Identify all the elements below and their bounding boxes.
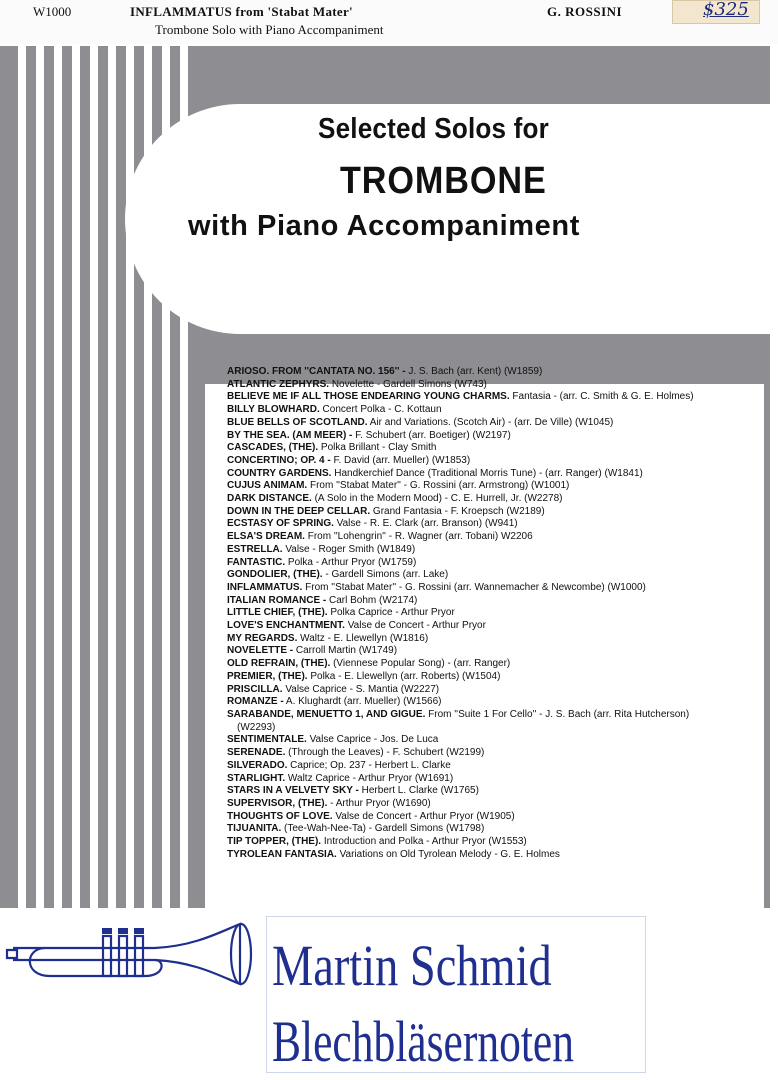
solo-title: NOVELETTE - (227, 645, 294, 657)
solo-list-item (227, 480, 697, 493)
solo-details: Valse - Roger Smith (W1849) (282, 543, 416, 555)
solo-list-item (227, 366, 697, 379)
solo-list-item (227, 544, 697, 557)
solo-title: ROMANZE - (227, 696, 284, 708)
header-subtitle: Trombone Solo with Piano Accompaniment (155, 22, 384, 37)
solo-title: ELSA'S DREAM. (227, 531, 305, 543)
composer: G. ROSSINI (547, 4, 623, 19)
cover-stripe (72, 46, 80, 908)
solo-title: BELIEVE ME IF ALL THOSE ENDEARING YOUNG CHARMS. (227, 391, 510, 403)
solo-details: Valse de Concert - Arthur Pryor (W1905) (332, 810, 515, 822)
solo-title: SILVERADO. (227, 759, 288, 771)
solo-details: From ''Stabat Mater'' - G. Rossini (arr. Wannemacher & Newcombe) (W1000) (302, 581, 646, 593)
solo-details: Valse - R. E. Clark (arr. Branson) (W941) (333, 518, 518, 530)
trumpet-icon (5, 918, 267, 990)
solo-title: OLD REFRAIN, (THE). (227, 658, 331, 670)
solo-list-item (227, 506, 697, 519)
solo-details: (Tee-Wah-Nee-Ta) - Gardell Simons (W1798) (281, 823, 485, 835)
solo-list-item (227, 595, 697, 608)
solo-title: ARIOSO. FROM ''CANTATA NO. 156'' - (227, 366, 406, 377)
solo-title: STARLIGHT. (227, 772, 286, 784)
solo-details: Herbert L. Clarke (W1765) (358, 785, 479, 797)
solo-details: Valse Caprice - Jos. De Luca (306, 734, 439, 746)
solo-title: BLUE BELLS OF SCOTLAND. (227, 416, 368, 428)
solo-title: SERENADE. (227, 747, 286, 759)
solo-title: INFLAMMATUS. (227, 581, 303, 593)
cover-stripe (54, 46, 62, 908)
solo-title: TIJUANITA. (227, 823, 282, 835)
solo-title: BILLY BLOWHARD. (227, 404, 320, 416)
solo-details: Carroll Martin (W1749) (293, 645, 398, 657)
cover-stripe (90, 46, 98, 908)
solo-details: (A Solo in the Modern Mood) - C. E. Hurrell, Jr. (W2278) (311, 493, 563, 505)
solo-details: Carl Bohm (W2174) (326, 594, 418, 606)
solo-title: ATLANTIC ZEPHYRS. (227, 378, 330, 390)
cover-stripe (36, 46, 44, 908)
solo-list-item (227, 823, 697, 836)
solo-list-item (227, 773, 697, 786)
solo-list-item (227, 442, 697, 455)
solo-title: FANTASTIC. (227, 556, 286, 568)
solo-list-item (227, 785, 697, 798)
solo-details: From ''Suite 1 For Cello'' - J. S. Bach (arr. Rita Hutcherson) (W2293) (237, 708, 690, 733)
solo-title: CASCADES, (THE). (227, 442, 319, 454)
solo-details: Introduction and Polka - Arthur Pryor (W1553) (321, 836, 527, 848)
solo-title: BY THE SEA. (AM MEER) - (227, 429, 353, 441)
solo-list-item (227, 493, 697, 506)
solo-details: (Viennese Popular Song) - (arr. Ranger) (330, 658, 511, 670)
solo-details: Air and Variations. (Scotch Air) - (arr. De Ville) (W1045) (367, 416, 614, 428)
solo-title: THOUGHTS OF LOVE. (227, 810, 333, 822)
solo-list-item (227, 747, 697, 760)
solo-details: Valse Caprice - S. Mantia (W2227) (282, 683, 440, 695)
solo-title: LOVE'S ENCHANTMENT. (227, 620, 345, 632)
solo-title: CONCERTINO; OP. 4 - (227, 454, 331, 466)
brand-name: Martin Schmid (272, 933, 552, 998)
solo-list-item (227, 836, 697, 849)
cover-title-line-3: with Piano Accompaniment (188, 210, 580, 242)
cover-stripe (108, 46, 116, 908)
solo-title: STARS IN A VELVETY SKY - (227, 785, 359, 797)
solo-list-item (227, 849, 697, 862)
solo-list-item (227, 379, 697, 392)
solo-details: Polka Brillant - Clay Smith (318, 442, 437, 454)
solo-details: F. David (arr. Mueller) (W1853) (330, 454, 471, 466)
solo-details: From ''Lohengrin'' - R. Wagner (arr. Tobani) W2206 (304, 531, 533, 543)
solo-list-item (227, 684, 697, 697)
solo-title: SARABANDE, MENUETTO 1, AND GIGUE. (227, 708, 426, 720)
solo-title: ESTRELLA. (227, 543, 283, 555)
solo-title: MY REGARDS. (227, 632, 298, 644)
solo-list-item (227, 468, 697, 481)
solo-details: Concert Polka - C. Kottaun (319, 404, 442, 416)
catalog-number: W1000 (33, 4, 72, 19)
solo-title: GONDOLIER, (THE). (227, 569, 323, 581)
solo-title: LITTLE CHIEF, (THE). (227, 607, 328, 619)
solo-details: Polka - E. Llewellyn (arr. Roberts) (W1504) (307, 670, 501, 682)
solo-list-item (227, 811, 697, 824)
solo-title: PRISCILLA. (227, 683, 283, 695)
solo-details: Valse de Concert - Arthur Pryor (344, 620, 486, 632)
solo-list-item (227, 557, 697, 570)
cover-stripe (18, 46, 26, 908)
solo-title: ITALIAN ROMANCE - (227, 594, 327, 606)
solo-details: Waltz Caprice - Arthur Pryor (W1691) (285, 772, 454, 784)
solo-list-item (227, 709, 697, 734)
solo-details: Polka - Arthur Pryor (W1759) (285, 556, 417, 568)
solo-title: DARK DISTANCE. (227, 493, 312, 505)
solo-title: PREMIER, (THE). (227, 670, 308, 682)
solo-list-item (227, 633, 697, 646)
solo-list-item (227, 455, 697, 468)
solo-details: F. Schubert (arr. Boetiger) (W2197) (352, 429, 511, 441)
solo-list-item (227, 696, 697, 709)
solo-title: SUPERVISOR, (THE). (227, 797, 328, 809)
solo-list-item (227, 391, 697, 404)
solo-list-item (227, 569, 697, 582)
solo-list-item (227, 620, 697, 633)
solo-details: - Gardell Simons (arr. Lake) (322, 569, 449, 581)
solo-details: J. S. Bach (arr. Kent) (W1859) (405, 366, 543, 377)
solo-details: Variations on Old Tyrolean Melody - G. E. Holmes (336, 848, 560, 860)
solo-details: Novelette - Gardell Simons (W743) (329, 378, 487, 390)
price-label: $325 (703, 0, 749, 20)
solo-list-item (227, 645, 697, 658)
solo-title: SENTIMENTALE. (227, 734, 307, 746)
solo-details: Fantasia - (arr. C. Smith & G. E. Holmes) (509, 391, 694, 403)
solo-list-item (227, 531, 697, 544)
solo-title: ECSTASY OF SPRING. (227, 518, 334, 530)
solo-list-item (227, 760, 697, 773)
solo-details: A. Klughardt (arr. Mueller) (W1566) (283, 696, 442, 708)
solo-list-item (227, 582, 697, 595)
solo-list-item (227, 430, 697, 443)
solo-list-item (227, 734, 697, 747)
solo-title: COUNTRY GARDENS. (227, 467, 332, 479)
solo-details: Waltz - E. Llewellyn (W1816) (297, 632, 429, 644)
solo-list-item (227, 417, 697, 430)
solo-details: From ''Stabat Mater'' - G. Rossini (arr. Armstrong) (W1001) (307, 480, 570, 492)
solo-list-item (227, 518, 697, 531)
solo-details: Polka Caprice - Arthur Pryor (327, 607, 455, 619)
solo-list-item (227, 798, 697, 811)
solo-list-item (227, 671, 697, 684)
solo-title: CUJUS ANIMAM. (227, 480, 308, 492)
solo-list-item (227, 404, 697, 417)
solo-list-item (227, 658, 697, 671)
brand-tagline: Blechbläsernoten (272, 1009, 574, 1074)
solo-details: Grand Fantasia - F. Kroepsch (W2189) (370, 505, 545, 517)
cover-title-instrument: TROMBONE (340, 160, 547, 202)
header-title: INFLAMMATUS from 'Stabat Mater' (130, 4, 353, 19)
solo-title: TIP TOPPER, (THE). (227, 836, 322, 848)
solo-title: DOWN IN THE DEEP CELLAR. (227, 505, 371, 517)
cover-title-line-1: Selected Solos for (318, 113, 549, 145)
solo-title: TYROLEAN FANTASIA. (227, 848, 337, 860)
solo-details: Handkerchief Dance (Traditional Morris Tune) - (arr. Ranger) (W1841) (331, 467, 643, 479)
solo-details: (Through the Leaves) - F. Schubert (W2199) (285, 747, 485, 759)
solo-list (227, 366, 697, 861)
header (0, 0, 778, 44)
solo-list-item (227, 607, 697, 620)
solo-details: Caprice; Op. 237 - Herbert L. Clarke (287, 759, 451, 771)
solo-details: - Arthur Pryor (W1690) (327, 797, 431, 809)
